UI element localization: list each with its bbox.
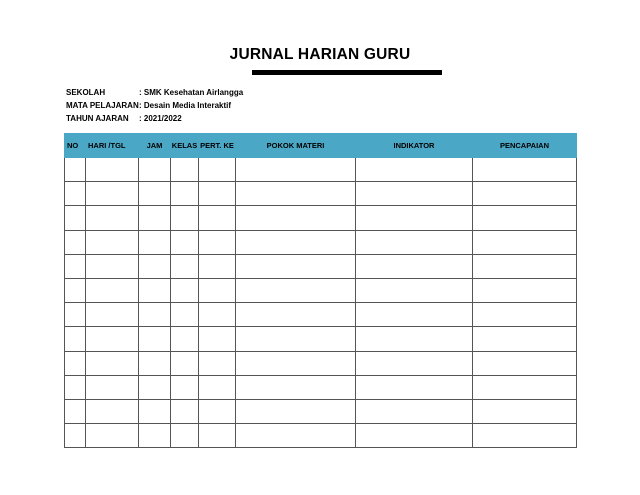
table-cell[interactable] <box>236 327 356 351</box>
table-cell[interactable] <box>236 375 356 399</box>
table-cell[interactable] <box>65 278 86 302</box>
table-cell[interactable] <box>356 230 473 254</box>
table-cell[interactable] <box>199 206 236 230</box>
table-cell[interactable] <box>86 278 139 302</box>
table-cell[interactable] <box>171 375 199 399</box>
table-cell[interactable] <box>199 254 236 278</box>
table-cell[interactable] <box>236 303 356 327</box>
table-cell[interactable] <box>65 158 86 182</box>
table-row <box>65 254 577 278</box>
table-cell[interactable] <box>236 206 356 230</box>
table-cell[interactable] <box>473 303 577 327</box>
table-row <box>65 182 577 206</box>
journal-table <box>64 133 577 448</box>
table-cell[interactable] <box>473 375 577 399</box>
table-cell[interactable] <box>86 158 139 182</box>
table-cell[interactable] <box>199 375 236 399</box>
table-cell[interactable] <box>139 230 171 254</box>
table-cell[interactable] <box>236 399 356 423</box>
table-cell[interactable] <box>356 158 473 182</box>
table-cell[interactable] <box>473 206 577 230</box>
table-cell[interactable] <box>356 399 473 423</box>
table-cell[interactable] <box>236 351 356 375</box>
table-cell[interactable] <box>65 375 86 399</box>
table-row <box>65 375 577 399</box>
table-cell[interactable] <box>65 182 86 206</box>
table-cell[interactable] <box>199 327 236 351</box>
table-row <box>65 399 577 423</box>
table-cell[interactable] <box>171 182 199 206</box>
table-cell[interactable] <box>86 327 139 351</box>
info-label: SEKOLAH <box>66 88 106 97</box>
table-cell[interactable] <box>86 182 139 206</box>
table-cell[interactable] <box>86 206 139 230</box>
table-cell[interactable] <box>199 424 236 448</box>
column-header-time: JAM <box>139 134 171 158</box>
info-value: : 2021/2022 <box>139 114 182 123</box>
table-cell[interactable] <box>171 303 199 327</box>
table-cell[interactable] <box>199 399 236 423</box>
table-cell[interactable] <box>473 230 577 254</box>
column-header-achievement: PENCAPAIAN <box>473 134 577 158</box>
info-row-year <box>66 112 243 125</box>
table-cell[interactable] <box>356 182 473 206</box>
table-cell[interactable] <box>86 424 139 448</box>
table-cell[interactable] <box>473 399 577 423</box>
table-row <box>65 424 577 448</box>
table-cell[interactable] <box>473 351 577 375</box>
table-cell[interactable] <box>356 278 473 302</box>
table-cell[interactable] <box>236 254 356 278</box>
table-cell[interactable] <box>65 230 86 254</box>
table-cell[interactable] <box>356 303 473 327</box>
table-cell[interactable] <box>86 254 139 278</box>
table-cell[interactable] <box>139 399 171 423</box>
table-cell[interactable] <box>473 182 577 206</box>
table-cell[interactable] <box>139 182 171 206</box>
table-cell[interactable] <box>139 254 171 278</box>
table-cell[interactable] <box>139 303 171 327</box>
table-cell[interactable] <box>171 327 199 351</box>
table-cell[interactable] <box>139 206 171 230</box>
info-label: MATA PELAJARAN <box>66 101 139 110</box>
table-cell[interactable] <box>86 230 139 254</box>
table-cell[interactable] <box>65 351 86 375</box>
table-cell[interactable] <box>171 254 199 278</box>
table-cell[interactable] <box>65 424 86 448</box>
column-header-indicator: INDIKATOR <box>356 134 473 158</box>
table-cell[interactable] <box>473 424 577 448</box>
table-row <box>65 278 577 302</box>
table-cell[interactable] <box>171 399 199 423</box>
table-row <box>65 351 577 375</box>
table-cell[interactable] <box>473 158 577 182</box>
table-row <box>65 158 577 182</box>
table-cell[interactable] <box>65 327 86 351</box>
table-cell[interactable] <box>86 303 139 327</box>
table-cell[interactable] <box>199 158 236 182</box>
table-row <box>65 303 577 327</box>
school-info <box>66 86 243 125</box>
table-cell[interactable] <box>139 375 171 399</box>
table-cell[interactable] <box>171 424 199 448</box>
table-cell[interactable] <box>139 158 171 182</box>
table-cell[interactable] <box>199 278 236 302</box>
table-cell[interactable] <box>199 230 236 254</box>
table-cell[interactable] <box>236 182 356 206</box>
table-cell[interactable] <box>356 254 473 278</box>
table-row <box>65 206 577 230</box>
table-body <box>65 158 577 448</box>
table-cell[interactable] <box>65 254 86 278</box>
column-header-day-date: HARI /TGL <box>86 134 139 158</box>
page-title: JURNAL HARIAN GURU <box>229 46 411 63</box>
table-row <box>65 230 577 254</box>
table-cell[interactable] <box>356 327 473 351</box>
table-cell[interactable] <box>139 424 171 448</box>
table-cell[interactable] <box>171 206 199 230</box>
table-row <box>65 327 577 351</box>
table-cell[interactable] <box>171 278 199 302</box>
table-cell[interactable] <box>356 424 473 448</box>
table-cell[interactable] <box>171 230 199 254</box>
table-cell[interactable] <box>86 399 139 423</box>
table-cell[interactable] <box>199 351 236 375</box>
title-underline <box>252 70 442 75</box>
table-cell[interactable] <box>139 351 171 375</box>
table-cell[interactable] <box>199 182 236 206</box>
column-header-topic: POKOK MATERI <box>236 134 356 158</box>
table-header-row <box>65 134 577 158</box>
info-row-school <box>66 86 243 99</box>
table-cell[interactable] <box>171 158 199 182</box>
info-value: : SMK Kesehatan Airlangga <box>139 88 244 97</box>
table-cell[interactable] <box>86 351 139 375</box>
table-cell[interactable] <box>236 424 356 448</box>
table-cell[interactable] <box>65 399 86 423</box>
info-row-subject <box>66 99 243 112</box>
table-cell[interactable] <box>86 375 139 399</box>
table-cell[interactable] <box>236 230 356 254</box>
table-cell[interactable] <box>139 278 171 302</box>
column-header-meeting: PERT. KE <box>199 134 236 158</box>
table-cell[interactable] <box>65 206 86 230</box>
table-cell[interactable] <box>236 158 356 182</box>
table-cell[interactable] <box>473 254 577 278</box>
table-cell[interactable] <box>473 278 577 302</box>
table-cell[interactable] <box>65 303 86 327</box>
table-cell[interactable] <box>356 351 473 375</box>
column-header-class: KELAS <box>171 134 199 158</box>
table-cell[interactable] <box>171 351 199 375</box>
info-value: : Desain Media Interaktif <box>139 101 232 110</box>
info-label: TAHUN AJARAN <box>66 114 129 123</box>
table-cell[interactable] <box>139 327 171 351</box>
column-header-no: NO <box>65 134 86 158</box>
table-cell[interactable] <box>356 206 473 230</box>
table-cell[interactable] <box>199 303 236 327</box>
table-cell[interactable] <box>236 278 356 302</box>
table-cell[interactable] <box>356 375 473 399</box>
table-cell[interactable] <box>473 327 577 351</box>
